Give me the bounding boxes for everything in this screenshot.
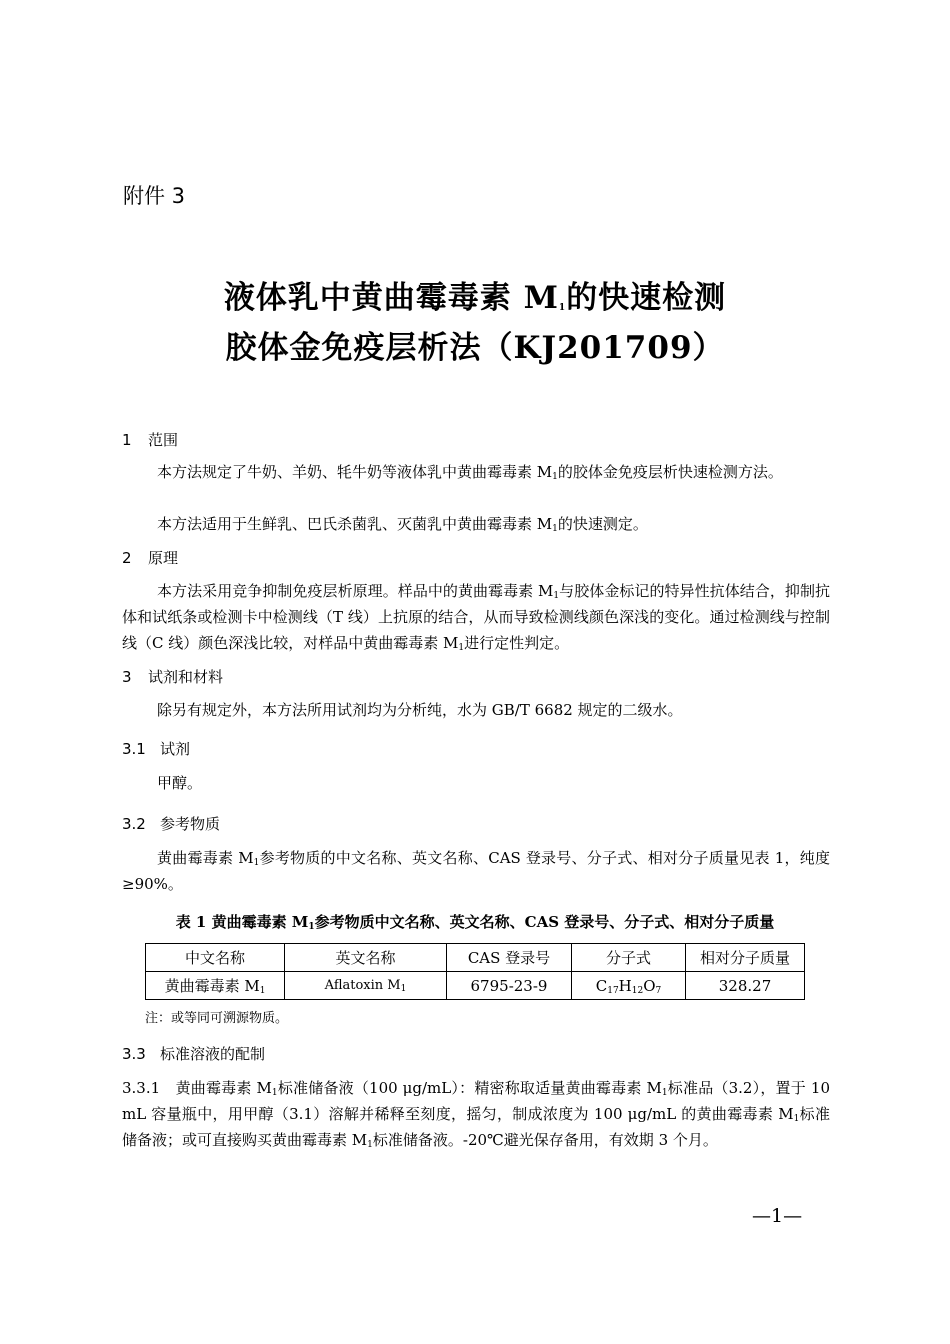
doc-title-line1: 液体乳中黄曲霉毒素 $M_1$的快速检测: [223, 280, 727, 316]
table-header-row: [146, 944, 805, 972]
paragraph-stock-solution: 3.3.1 黄曲霉毒素 $M_1$标准储备液（100 μg/mL）：精密称取适量黄曲霉毒素 $M_1$标准品（3.2），置于 10 mL 容量瓶中，用甲醇（3.1）溶解并稀释至刻度，摇匀，制成浓度为 100 μg/mL 的黄曲霉毒素 $M_1$标准储备液；或可直接购买黄曲霉毒素 $M_1$标准储备液。-20℃避光保存备用，有效期 3 个月。: [122, 1079, 831, 1150]
section-heading-3-1: 3.1 试剂: [122, 740, 191, 758]
attachment-label: 附件 3: [123, 184, 186, 208]
section-heading-3-2: 3.2 参考物质: [122, 815, 221, 833]
paragraph-methanol: 甲醇。: [157, 774, 203, 792]
table-header-cell: 中文名称: [146, 944, 285, 972]
table-header-cell: CAS 登录号: [447, 944, 572, 972]
table-cell-formula: $C_{17}H_{12}O_7$: [572, 972, 686, 1000]
paragraph-scope-2: 本方法适用于生鲜乳、巴氏杀菌乳、灭菌乳中黄曲霉毒素 $M_1$的快速测定。: [157, 515, 648, 534]
paragraph-principle: 本方法采用竞争抑制免疫层析原理。样品中的黄曲霉毒素 $M_1$与胶体金标记的特异性抗体结合，抑制抗体和试纸条或检测卡中检测线（T 线）上抗原的结合，从而导致检测线颜色深浅的变化。通过检测线与控制线（C 线）颜色深浅比较，对样品中黄曲霉毒素 $M_1$进行定性判定。: [122, 582, 830, 653]
table-note: 注：或等同可溯源物质。: [145, 1011, 289, 1026]
paragraph-scope-1: 本方法规定了牛奶、羊奶、牦牛奶等液体乳中黄曲霉毒素 $M_1$的胶体金免疫层析快速检测方法。: [157, 463, 783, 482]
table-cell-cn-name: 黄曲霉毒素 $M_1$: [146, 972, 285, 1000]
section-heading-1: 1 范围: [122, 431, 179, 449]
table-header-cell: 英文名称: [285, 944, 447, 972]
table-row: [146, 972, 805, 1000]
doc-title-line2: 胶体金免疫层析法（KJ201709）: [225, 330, 725, 366]
page-number: —1—: [752, 1205, 803, 1227]
paragraph-reference-material: 黄曲霉毒素 $M_1$参考物质的中文名称、英文名称、CAS 登录号、分子式、相对分子质量见表 1，纯度≥90%。: [122, 849, 830, 893]
table-cell-cas: 6795-23-9: [447, 972, 572, 1000]
table-header-cell: 分子式: [572, 944, 686, 972]
reference-material-table: [145, 943, 805, 1000]
table-cell-mw: 328.27: [686, 972, 805, 1000]
section-heading-3: 3 试剂和材料: [122, 668, 224, 686]
section-heading-2: 2 原理: [122, 549, 179, 567]
table-caption: 表 1 黄曲霉毒素 $M_1$参考物质中文名称、英文名称、CAS 登录号、分子式、相对分子质量: [175, 913, 775, 932]
table-cell-en-name: Aflatoxin $M_1$: [285, 972, 447, 1000]
table-header-cell: 相对分子质量: [686, 944, 805, 972]
paragraph-reagents: 除另有规定外，本方法所用试剂均为分析纯，水为 GB/T 6682 规定的二级水。: [157, 701, 683, 719]
section-heading-3-3: 3.3 标准溶液的配制: [122, 1045, 266, 1063]
